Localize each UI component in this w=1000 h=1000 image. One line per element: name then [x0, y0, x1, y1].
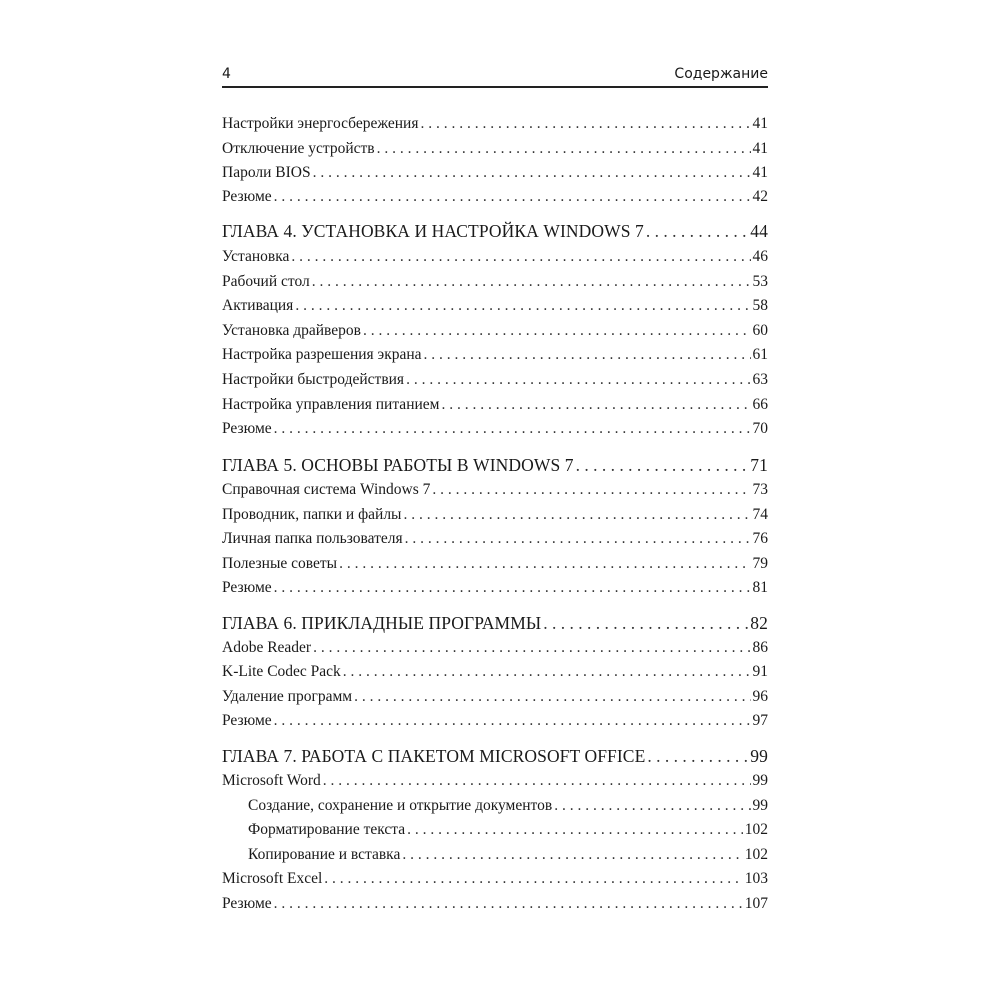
dot-leader: [313, 164, 751, 182]
toc-entry-page: 76: [752, 530, 768, 547]
toc-entry-page: 42: [752, 188, 768, 205]
toc-entry[interactable]: [222, 870, 768, 888]
toc-entry[interactable]: [222, 273, 768, 291]
toc-entry-page: 86: [752, 639, 768, 656]
toc-entry[interactable]: [222, 481, 768, 499]
toc-entry-title: Настройки энергосбережения: [222, 115, 419, 132]
toc-entry[interactable]: [222, 506, 768, 524]
toc-entry[interactable]: [222, 420, 768, 438]
toc-entry-page: 103: [744, 870, 768, 887]
toc-entry-title: Adobe Reader: [222, 639, 312, 656]
toc-entry-title: Рабочий стол: [222, 273, 310, 290]
toc-entry[interactable]: [222, 579, 768, 597]
toc-entry[interactable]: [222, 895, 768, 913]
toc-entry[interactable]: [222, 164, 768, 182]
toc-entry-page: 102: [744, 846, 768, 863]
toc-entry-page: 63: [752, 371, 768, 388]
dot-leader: [647, 746, 748, 766]
dot-leader: [432, 481, 750, 499]
toc-entry-page: 74: [752, 506, 768, 523]
toc-entry-title: Резюме: [222, 579, 272, 596]
dot-leader: [405, 530, 751, 548]
running-title: Содержание: [674, 66, 768, 82]
toc-chapter-heading[interactable]: [222, 613, 768, 633]
toc-entry-title: Форматирование текста: [248, 821, 406, 838]
dot-leader: [274, 895, 743, 913]
toc-entry-page: 58: [752, 297, 768, 314]
toc-entry-title: K-Lite Codec Pack: [222, 663, 341, 680]
toc-entry-page: 71: [750, 455, 768, 475]
dot-leader: [420, 115, 750, 133]
dot-leader: [543, 613, 748, 633]
toc-entry-title: ГЛАВА 5. ОСНОВЫ РАБОТЫ В WINDOWS 7: [222, 455, 574, 475]
toc-chapter-heading[interactable]: [222, 455, 768, 475]
toc-entry[interactable]: [222, 371, 768, 389]
dot-leader: [406, 371, 750, 389]
toc-entry-page: 41: [752, 115, 768, 132]
dot-leader: [274, 420, 751, 438]
dot-leader: [343, 663, 751, 681]
toc-entry-page: 41: [752, 164, 768, 181]
page-number: 4: [222, 66, 231, 82]
toc-entry-page: 97: [752, 712, 768, 729]
toc-entry-title: Установка: [222, 248, 290, 265]
dot-leader: [403, 506, 750, 524]
dot-leader: [274, 188, 751, 206]
toc-entry-page: 60: [752, 322, 768, 339]
toc-entry-page: 53: [752, 273, 768, 290]
toc-entry-title: Резюме: [222, 895, 272, 912]
toc-entry[interactable]: [222, 688, 768, 706]
dot-leader: [402, 846, 742, 864]
dot-leader: [576, 455, 749, 475]
dot-leader: [323, 772, 751, 790]
dot-leader: [646, 221, 748, 241]
toc-entry-page: 96: [752, 688, 768, 705]
toc-entry-page: 61: [752, 346, 768, 363]
toc-entry-title: Резюме: [222, 188, 272, 205]
dot-leader: [274, 579, 751, 597]
toc-entry-title: Удаление программ: [222, 688, 353, 705]
toc-entry[interactable]: [222, 639, 768, 657]
toc-entry-title: Полезные советы: [222, 555, 338, 572]
toc-entry-page: 73: [752, 481, 768, 498]
toc-entry-title: Активация: [222, 297, 294, 314]
toc-entry[interactable]: [222, 530, 768, 548]
toc-entry-page: 81: [752, 579, 768, 596]
dot-leader: [312, 273, 751, 291]
toc-entry-title: Настройка разрешения экрана: [222, 346, 422, 363]
toc-entry-page: 79: [752, 555, 768, 572]
toc-entry-title: Microsoft Word: [222, 772, 321, 789]
dot-leader: [424, 346, 751, 364]
toc-entry-page: 99: [752, 797, 768, 814]
toc-entry-title: Microsoft Excel: [222, 870, 323, 887]
toc-entry[interactable]: [222, 772, 768, 790]
toc-entry-title: Резюме: [222, 420, 272, 437]
toc-entry-title: ГЛАВА 6. ПРИКЛАДНЫЕ ПРОГРАММЫ: [222, 613, 542, 633]
toc-entry-title: Резюме: [222, 712, 272, 729]
dot-leader: [354, 688, 750, 706]
toc-entry-title: ГЛАВА 4. УСТАНОВКА И НАСТРОЙКА WINDOWS 7: [222, 221, 644, 241]
toc-entry-page: 82: [750, 613, 768, 633]
dot-leader: [441, 396, 750, 414]
dot-leader: [407, 821, 743, 839]
running-header: [222, 60, 768, 88]
toc-entry-title: Копирование и вставка: [248, 846, 401, 863]
dot-leader: [363, 322, 751, 340]
toc-subentry[interactable]: [248, 797, 768, 815]
toc-entry-page: 66: [752, 396, 768, 413]
toc-chapter-heading[interactable]: [222, 746, 768, 766]
dot-leader: [313, 639, 750, 657]
dot-leader: [339, 555, 750, 573]
toc-entry[interactable]: [222, 346, 768, 364]
toc-entry-page: 99: [752, 772, 768, 789]
toc-entry-page: 46: [752, 248, 768, 265]
toc-subentry[interactable]: [248, 821, 768, 839]
dot-leader: [377, 140, 751, 158]
toc-entry-page: 107: [744, 895, 768, 912]
toc-entry-page: 99: [750, 746, 768, 766]
book-page: [222, 60, 768, 912]
dot-leader: [295, 297, 750, 315]
toc-chapter-heading[interactable]: [222, 221, 768, 241]
toc-entry-page: 70: [752, 420, 768, 437]
toc-entry-page: 41: [752, 140, 768, 157]
toc-entry[interactable]: [222, 115, 768, 133]
toc-entry[interactable]: [222, 140, 768, 158]
dot-leader: [274, 712, 751, 730]
toc-entry[interactable]: [222, 322, 768, 340]
toc-entry-title: Настройки быстродействия: [222, 371, 405, 388]
toc-entry-title: Пароли BIOS: [222, 164, 311, 181]
dot-leader: [291, 248, 750, 266]
toc-entry-title: Создание, сохранение и открытие документов: [248, 797, 553, 814]
toc-entry-title: Личная папка пользователя: [222, 530, 403, 547]
toc-entry-page: 102: [744, 821, 768, 838]
dot-leader: [554, 797, 750, 815]
toc-entry-title: Проводник, папки и файлы: [222, 506, 402, 523]
toc-entry-title: ГЛАВА 7. РАБОТА С ПАКЕТОМ MICROSOFT OFFICE: [222, 746, 646, 766]
toc-entry-title: Справочная система Windows 7: [222, 481, 431, 498]
toc-entry-page: 44: [750, 221, 768, 241]
toc-entry[interactable]: [222, 297, 768, 315]
toc-entry[interactable]: [222, 396, 768, 414]
toc-entry-title: Настройка управления питанием: [222, 396, 440, 413]
toc-entry[interactable]: [222, 712, 768, 730]
toc-subentry[interactable]: [248, 846, 768, 864]
toc-entry[interactable]: [222, 663, 768, 681]
toc-entry-title: Отключение устройств: [222, 140, 375, 157]
toc-entry[interactable]: [222, 555, 768, 573]
toc-entry[interactable]: [222, 188, 768, 206]
toc-entry-title: Установка драйверов: [222, 322, 361, 339]
dot-leader: [324, 870, 742, 888]
toc-entry-page: 91: [752, 663, 768, 680]
toc-entry[interactable]: [222, 248, 768, 266]
